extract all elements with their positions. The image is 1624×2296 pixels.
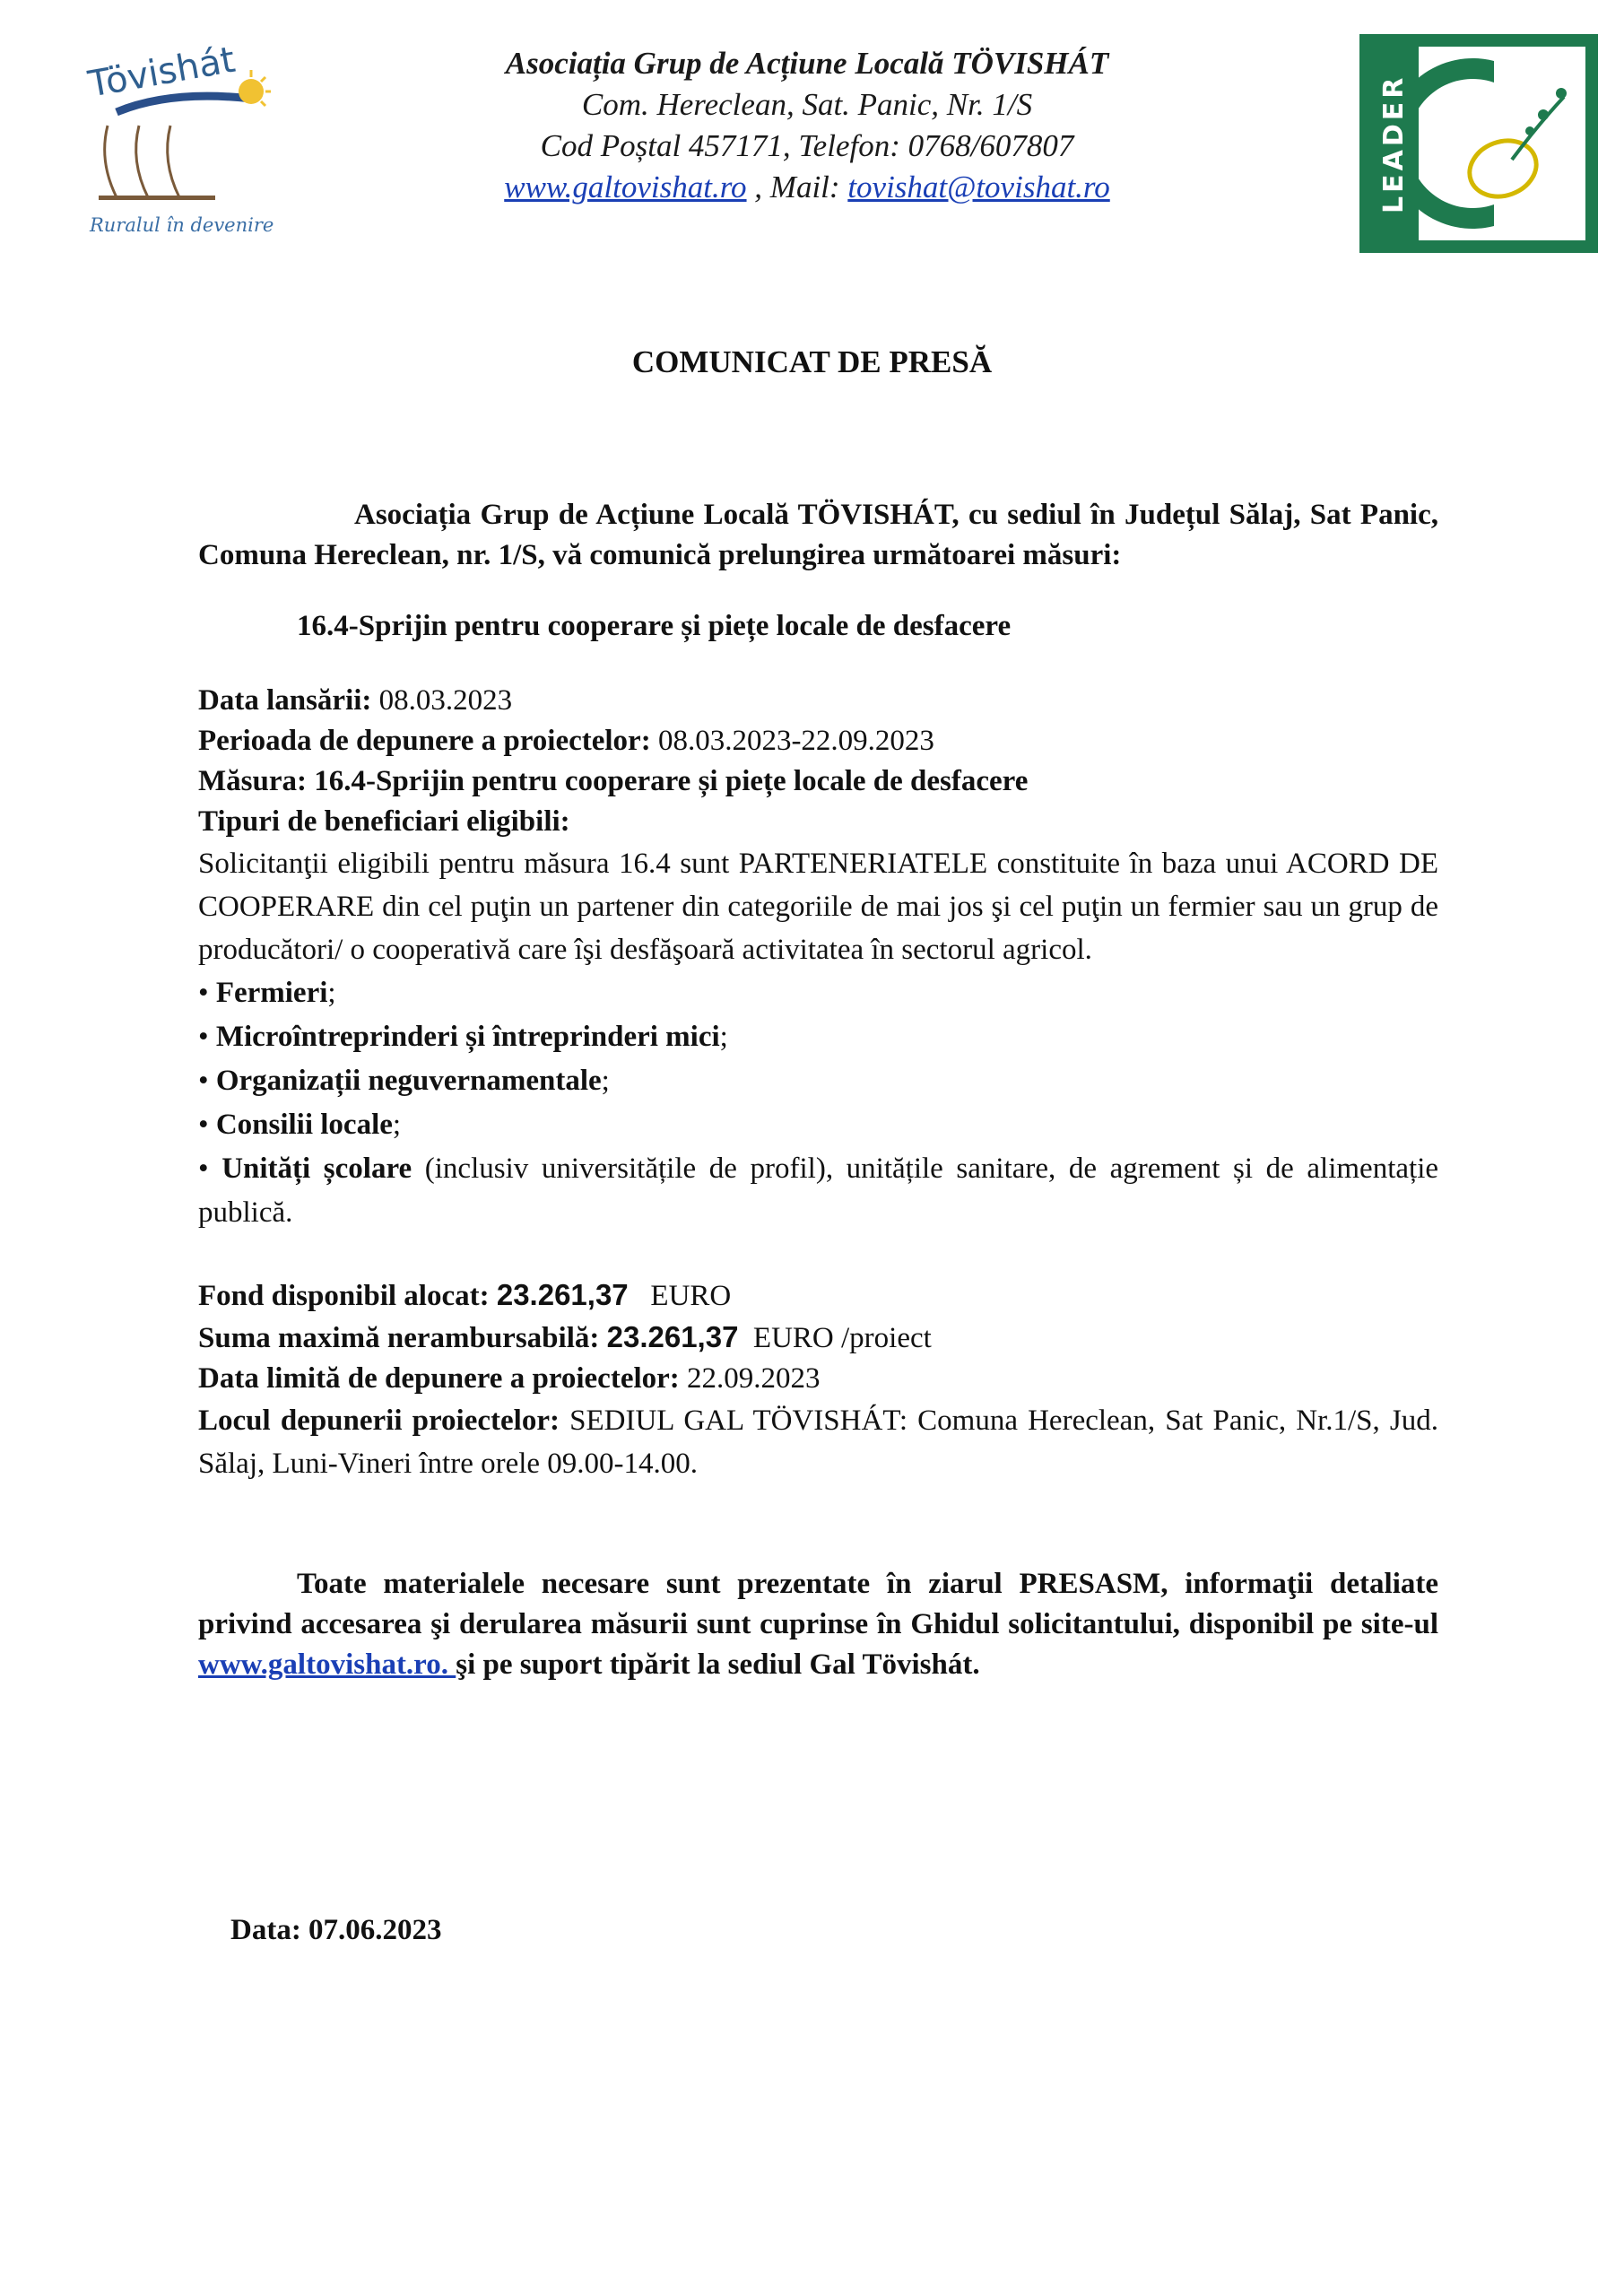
letterhead	[359, 43, 1255, 208]
mail-label: , Mail:	[746, 170, 848, 204]
website-link[interactable]: www.galtovishat.ro	[504, 170, 747, 204]
press-release-body	[198, 495, 1438, 1685]
beneficiaries-list	[198, 971, 1438, 1235]
list-item: • Unități școlare (inclusiv universitățile de profil), unitățile sanitare, de agrement și de alimentație publică.	[198, 1152, 1439, 1229]
list-item: • Fermieri;	[198, 977, 336, 1009]
list-item: • Organizații neguvernamentale;	[198, 1065, 610, 1097]
list-item: • Microîntreprinderi și întreprinderi mici;	[198, 1021, 728, 1053]
max-amount: Suma maximă nerambursabilă: 23.261,37 EURO /proiect	[198, 1320, 932, 1354]
page-title: COMUNICAT DE PRESĂ	[631, 344, 993, 379]
deadline: Data limită de depunere a proiectelor: 22.09.2023	[198, 1362, 821, 1395]
email-link[interactable]: tovishat@tovishat.ro	[847, 170, 1110, 204]
release-date: Data: 07.06.2023	[230, 1914, 442, 1946]
org-name: Asociația Grup de Acțiune Locală TÖVISHÁT	[505, 46, 1109, 81]
leader-logo	[1359, 34, 1598, 253]
closing-paragraph: Toate materialele necesare sunt prezentate în ziarul PRESASM, informaţii detaliate privind accesarea şi derularea măsurii sunt cuprinse în Ghidul solicitantului, disponibil pe site-ul www.galtovishat.ro. şi pe suport tipărit la sediul Gal Tövishát.	[198, 1568, 1438, 1681]
submission-location: Locul depunerii proiectelor: SEDIUL GAL TÖVISHÁT: Comuna Hereclean, Sat Panic, Nr.1/S, Jud. Sălaj, Luni-Vineri între orele 09.00-14.00.	[198, 1405, 1438, 1480]
intro-paragraph: Asociația Grup de Acțiune Locală TÖVISHÁT, cu sediul în Județul Sălaj, Sat Panic, Comuna Hereclean, nr. 1/S, vă comunică prelungirea următoarei măsuri:	[198, 499, 1438, 571]
fund-available: Fond disponibil alocat: 23.261,37 EURO	[198, 1278, 732, 1312]
measure-title: 16.4-Sprijin pentru cooperare și piețe locale de desfacere	[297, 610, 1012, 642]
org-postal-phone: Cod Poștal 457171, Telefon: 0768/607807	[540, 128, 1074, 163]
launch-date: Data lansării: 08.03.2023	[198, 684, 513, 717]
tovishat-logo	[72, 27, 280, 260]
org-address: Com. Hereclean, Sat. Panic, Nr. 1/S	[581, 87, 1033, 122]
contact-line	[359, 167, 1255, 208]
eligibility-text: Solicitanţii eligibili pentru măsura 16.4 sunt PARTENERIATELE constituite în baza unui ACORD DE COOPERARE din cel puţin un partener din categoriile de mai jos şi cel puţin un fermier sau un grup de producători/ o cooperativă care îşi desfăşoară activitatea în sectorul agricol.	[198, 848, 1438, 966]
list-item: • Consilii locale;	[198, 1109, 402, 1141]
leader-logo-name: LEADER	[1378, 74, 1410, 213]
submission-period: Perioada de depunere a proiectelor: 08.03.2023-22.09.2023	[198, 725, 934, 757]
beneficiaries-heading: Tipuri de beneficiari eligibili:	[198, 805, 570, 838]
tovishat-logo-name: Tövishát	[85, 39, 239, 106]
website-link-inline[interactable]: www.galtovishat.ro.	[198, 1648, 456, 1681]
measure-line: Măsura: 16.4-Sprijin pentru cooperare și piețe locale de desfacere	[198, 765, 1029, 797]
tovishat-logo-tagline: Ruralul în devenire	[90, 214, 274, 236]
